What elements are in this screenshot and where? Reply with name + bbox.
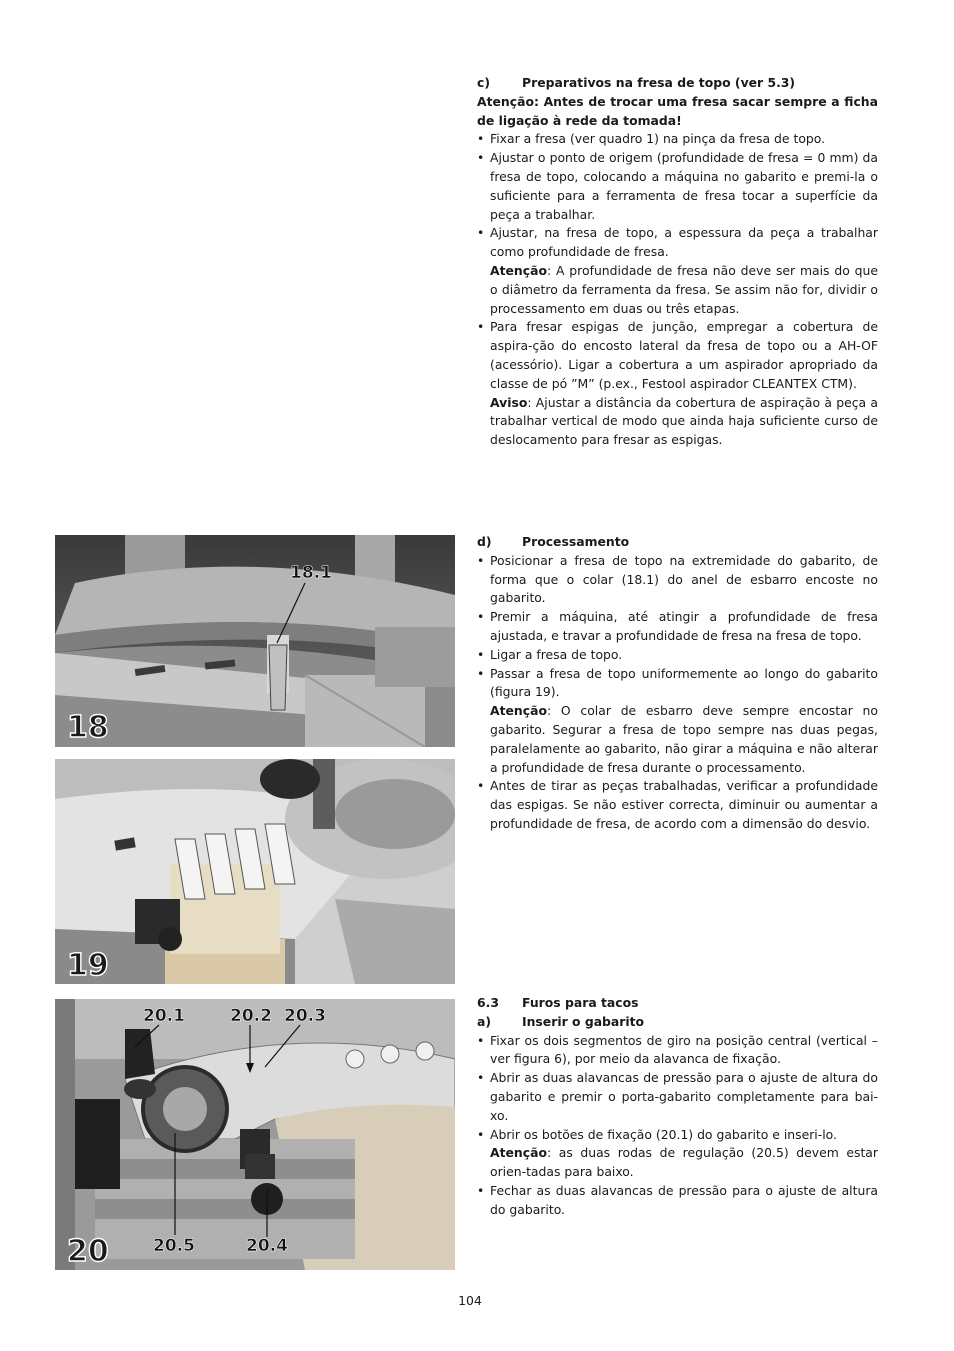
- list-item: • Ajustar, na fresa de topo, a espessura da peça a trabalhar como profundidade de fresa.: [477, 224, 878, 262]
- figure-19-number: 19: [67, 948, 109, 983]
- section-6-3-heading: [477, 994, 878, 1013]
- section-d: [477, 533, 878, 834]
- note-label: Aviso: [490, 394, 528, 410]
- note-label: Atenção: [490, 1145, 547, 1161]
- section-c-list-2: [477, 318, 878, 393]
- list-item: • Ajustar o ponto de origem (profundidade de fresa = 0 mm) da fresa de topo, colocando a máquina no gabarito e premi-la o suficiente para a ferramenta de fresa tocar a superfície da peça a trabalhar.: [477, 149, 878, 224]
- section-6-3-list-2: [477, 1182, 878, 1220]
- section-c: [477, 74, 878, 450]
- list-item: • Para fresar espigas de junção, empregar a cobertura de aspira-ção do encosto lateral da fresa de topo ou a AH-OF (acessório). Ligar a cobertura a um aspirador apropriado da classe de pó ”M” (p.ex., Festool aspirador CLEANTEX CTM).: [477, 318, 878, 393]
- list-item: • Fechar as duas alavancas de pressão para o ajuste de altura do gabarito.: [477, 1182, 878, 1220]
- section-d-number: d): [477, 534, 492, 549]
- section-6-3-title: Furos para tacos: [522, 995, 639, 1010]
- list-item: • Ligar a fresa de topo.: [477, 646, 878, 665]
- list-item: • Abrir as duas alavancas de pressão para o ajuste de altura do gabarito e premir o porta-gabarito completamente para bai-xo.: [477, 1069, 878, 1125]
- figure-19: [55, 759, 455, 984]
- figure-20-callout-2: 20.2: [230, 1006, 272, 1026]
- section-c-warning: Atenção: Antes de trocar uma fresa sacar sempre a ficha de ligação à rede da tomada!: [477, 93, 878, 128]
- section-6-3-list: [477, 1032, 878, 1145]
- section-d-note: [477, 702, 878, 777]
- list-item: • Posicionar a fresa de topo na extremidade do gabarito, de forma que o colar (18.1) do anel de esbarro encoste no gabarito.: [477, 552, 878, 608]
- figure-20-callout-4: 20.4: [246, 1236, 288, 1256]
- section-d-heading: [477, 533, 878, 552]
- note-text: : O colar de esbarro deve sempre encostar no gabarito. Segurar a fresa de topo sempre nas duas pegas, paralelamente ao gabarito, não girar a máquina e não alterar a profundidade de fresa durante o processamento.: [490, 703, 878, 775]
- list-item: • Premir a máquina, até atingir a profundidade de fresa ajustada, e travar a profundidade de fresa na fresa de topo.: [477, 608, 878, 646]
- section-c-heading: [477, 74, 878, 93]
- section-6-3-note: [477, 1144, 878, 1182]
- section-c-title: Preparativos na fresa de topo (ver 5.3): [522, 75, 796, 90]
- note-label: Atenção: [490, 703, 547, 719]
- figure-18-number: 18: [67, 710, 109, 745]
- note-label: Atenção: [490, 262, 547, 278]
- list-item: • Abrir os botões de fixação (20.1) do gabarito e inseri-lo.: [477, 1126, 878, 1145]
- figure-20-photo: [55, 999, 455, 1270]
- note-text: : A profundidade de fresa não deve ser mais do que o diâmetro da ferramenta da fresa. Se assim não for, dividir o processamento em duas ou três etapas.: [490, 262, 878, 316]
- list-item: • Fixar os dois segmentos de giro na posição central (vertical – ver figura 6), por meio da alavanca de fixação.: [477, 1032, 878, 1070]
- section-d-title: Processamento: [522, 534, 630, 549]
- list-item: • Fixar a fresa (ver quadro 1) na pinça da fresa de topo.: [477, 130, 878, 149]
- section-6-3-number: 6.3: [477, 995, 499, 1010]
- figure-18: [55, 535, 455, 747]
- figure-20-callout-3: 20.3: [284, 1006, 326, 1026]
- subsection-a-title: Inserir o gabarito: [522, 1013, 645, 1029]
- section-d-list-2: [477, 777, 878, 833]
- section-c-list: [477, 130, 878, 262]
- section-c-number: c): [477, 75, 491, 90]
- section-d-list: [477, 552, 878, 702]
- section-6-3: [477, 994, 878, 1220]
- figure-19-photo: [55, 759, 455, 984]
- figure-20: [55, 999, 455, 1270]
- figure-20-callout-5: 20.5: [153, 1236, 195, 1256]
- subsection-a-heading: [477, 1013, 878, 1032]
- section-c-note: [477, 262, 878, 318]
- note-text: : Ajustar a distância da cobertura de aspiração à peça a trabalhar vertical de modo que ainda haja suficiente curso de deslocamento para fresar as espigas.: [490, 394, 878, 448]
- list-item: • Antes de tirar as peças trabalhadas, verificar a profundidade das espigas. Se não estiver correcta, diminuir ou aumentar a profundidade de fresa, de acordo com a dimensão do desvio.: [477, 777, 878, 833]
- note-text: : as duas rodas de regulação (20.5) devem estar orien-tadas para baixo.: [490, 1145, 878, 1180]
- page-number: 104: [458, 1293, 482, 1308]
- figure-18-photo: [55, 535, 455, 747]
- list-item: • Passar a fresa de topo uniformemente ao longo do gabarito (figura 19).: [477, 665, 878, 703]
- figure-18-callout: 18.1: [290, 563, 332, 583]
- section-c-note: [477, 394, 878, 450]
- subsection-a-number: a): [477, 1013, 492, 1029]
- figure-20-callout-1: 20.1: [143, 1006, 185, 1026]
- figure-20-number: 20: [67, 1234, 109, 1269]
